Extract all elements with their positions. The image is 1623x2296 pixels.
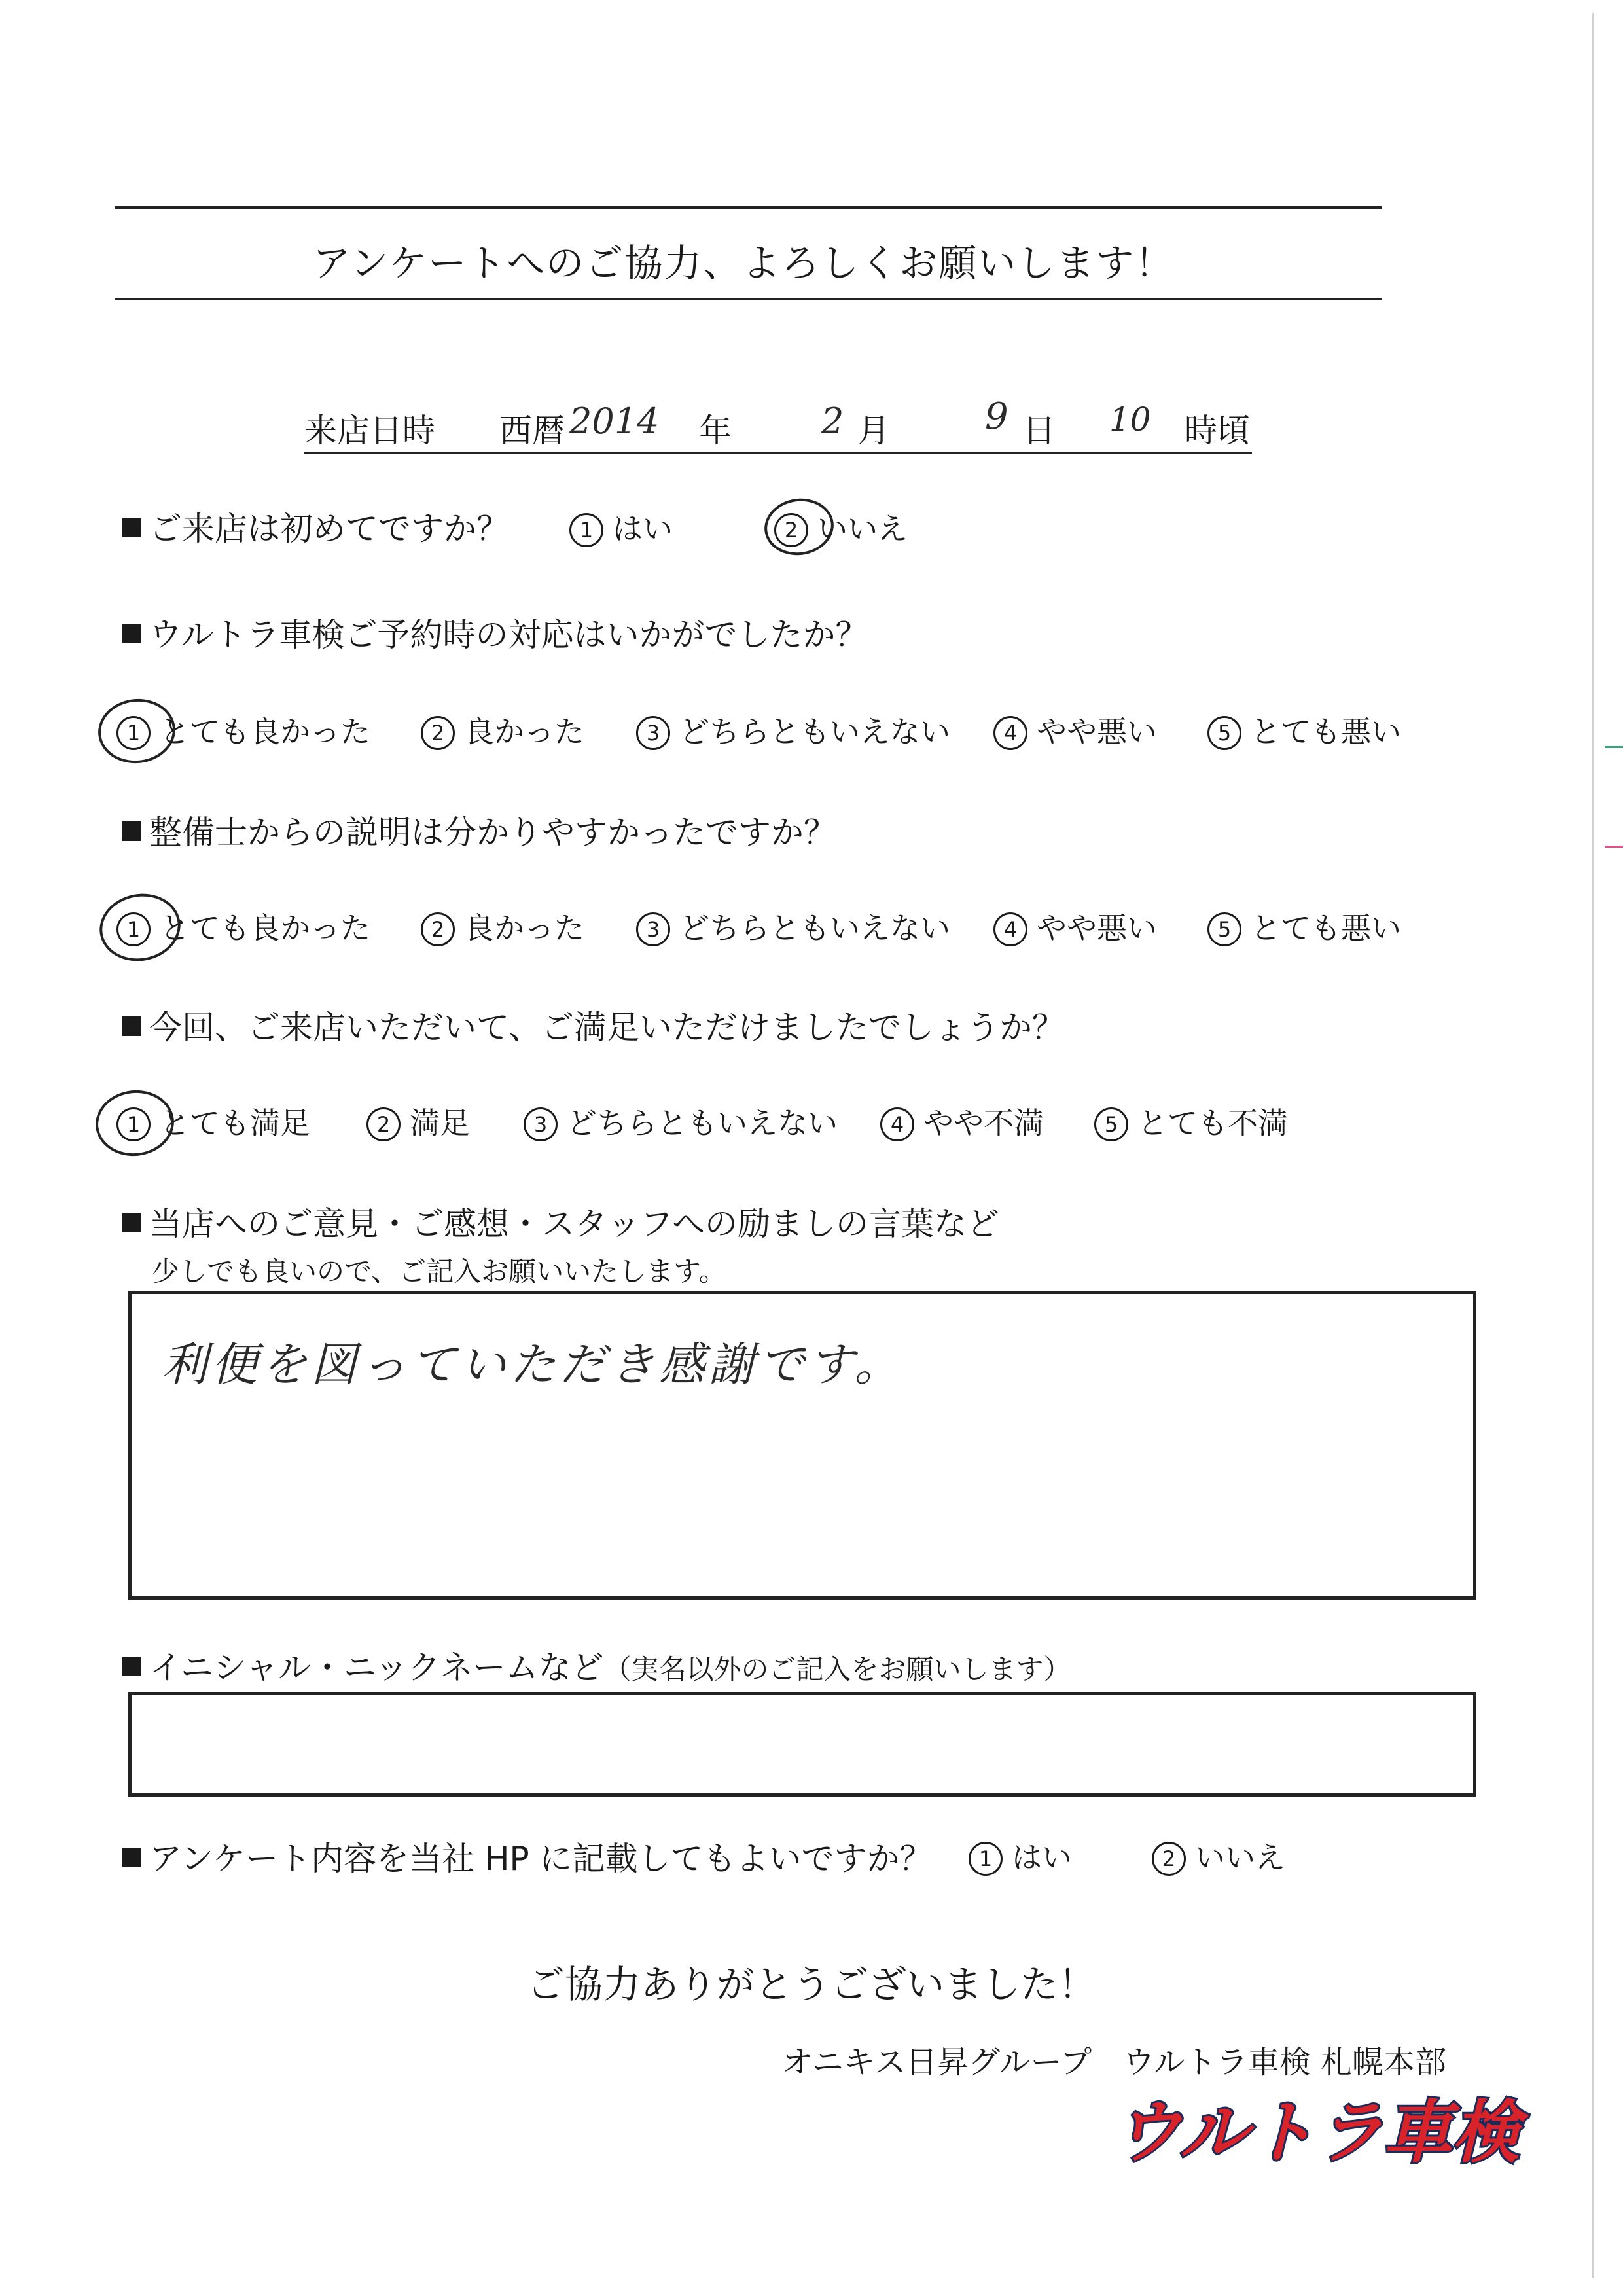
q3-text: 整備士からの説明は分かりやすかったですか？ bbox=[149, 814, 836, 852]
comments-heading bbox=[122, 1198, 999, 1245]
visit-label: 来店日時 bbox=[304, 412, 435, 450]
option-label: とても満足 bbox=[160, 1105, 310, 1141]
circled-number-icon: 3 bbox=[524, 1107, 558, 1141]
q1-question bbox=[122, 503, 509, 550]
comments-box[interactable] bbox=[128, 1291, 1476, 1600]
visit-era: 西暦 bbox=[499, 412, 565, 450]
q2-option-2[interactable] bbox=[421, 708, 584, 751]
title-top-rule bbox=[115, 206, 1382, 209]
option-label: 良かった bbox=[464, 714, 584, 749]
circled-number-icon: 2 bbox=[366, 1107, 401, 1141]
bullet-square-icon bbox=[122, 518, 141, 537]
bullet-square-icon bbox=[122, 1657, 141, 1676]
option-label: いいえ bbox=[1195, 1840, 1285, 1875]
option-label: とても悪い bbox=[1251, 910, 1401, 946]
visit-hour-unit: 時頃 bbox=[1185, 412, 1250, 450]
q4-option-4[interactable] bbox=[880, 1100, 1044, 1143]
circled-number-icon: 4 bbox=[993, 716, 1027, 750]
nickname-box[interactable] bbox=[128, 1692, 1476, 1797]
ultra-shaken-logo bbox=[1106, 2087, 1536, 2172]
hp-question-text: アンケート内容を当社 HP に記載してもよいですか？ bbox=[149, 1840, 933, 1878]
hp-option-1[interactable] bbox=[969, 1834, 1072, 1877]
bullet-square-icon bbox=[122, 1016, 141, 1036]
circled-number-icon: 3 bbox=[636, 912, 670, 946]
q2-option-4[interactable] bbox=[993, 708, 1157, 751]
q3-option-5[interactable] bbox=[1207, 905, 1401, 948]
q4-option-5[interactable] bbox=[1094, 1100, 1288, 1143]
q4-selection-circle bbox=[92, 1086, 177, 1160]
q1-text: ご来店は初めてですか？ bbox=[149, 510, 509, 548]
visit-date-underline bbox=[304, 452, 1252, 454]
option-label: 良かった bbox=[464, 910, 584, 946]
q4-option-3[interactable] bbox=[524, 1100, 838, 1143]
option-label: とても不満 bbox=[1137, 1105, 1288, 1141]
q1-selection-circle bbox=[761, 494, 838, 560]
q3-selection-circle bbox=[94, 888, 186, 967]
nickname-heading bbox=[122, 1641, 1071, 1689]
option-label: やや悪い bbox=[1037, 714, 1157, 749]
page-title: アンケートへのご協力、よろしくお願いします！ bbox=[312, 241, 1175, 285]
circled-number-icon: 1 bbox=[116, 1107, 151, 1141]
company-name: オニキス日昇グループ ウルトラ車検 札幌本部 bbox=[781, 2044, 1446, 2081]
q2-question bbox=[122, 609, 868, 656]
visit-day-value[interactable]: 9 bbox=[985, 395, 1008, 438]
q4-question bbox=[122, 1001, 1065, 1049]
logo-text: ウルトラ車検 bbox=[1109, 2092, 1536, 2172]
q1-option-1[interactable] bbox=[569, 505, 673, 548]
q2-option-5[interactable] bbox=[1207, 708, 1401, 751]
circled-number-icon: 1 bbox=[569, 513, 603, 547]
comments-heading-text: 当店へのご意見・ご感想・スタッフへの励ましの言葉など bbox=[149, 1205, 999, 1243]
q3-option-2[interactable] bbox=[421, 905, 584, 948]
margin-mark-pink bbox=[1605, 846, 1623, 848]
nickname-note: （実名以外のご記入をお願いします） bbox=[603, 1653, 1071, 1685]
bullet-square-icon bbox=[122, 1213, 141, 1232]
circled-number-icon: 2 bbox=[421, 716, 455, 750]
option-label: とても悪い bbox=[1251, 714, 1401, 749]
margin-mark-green bbox=[1605, 746, 1623, 748]
circled-number-icon: 1 bbox=[116, 716, 151, 750]
q2-text: ウルトラ車検ご予約時の対応はいかがでしたか？ bbox=[149, 616, 868, 654]
right-edge-rule bbox=[1592, 13, 1594, 2278]
hp-option-2[interactable] bbox=[1152, 1834, 1285, 1877]
option-label: はい bbox=[1012, 1840, 1072, 1875]
bullet-square-icon bbox=[122, 624, 141, 643]
bullet-square-icon bbox=[122, 1848, 141, 1867]
circled-number-icon: 5 bbox=[1207, 912, 1241, 946]
thanks-message: ご協力ありがとうございました！ bbox=[526, 1962, 1096, 2007]
visit-hour-value[interactable]: 10 bbox=[1109, 401, 1151, 439]
comments-subheading: 少しでも良いので、ご記入お願いいたします。 bbox=[152, 1255, 726, 1287]
q4-text: 今回、ご来店いただいて、ご満足いただけましたでしょうか？ bbox=[149, 1009, 1065, 1047]
visit-month-unit: 月 bbox=[857, 412, 890, 450]
q2-selection-circle bbox=[95, 695, 179, 767]
q3-option-3[interactable] bbox=[636, 905, 950, 948]
circled-number-icon: 4 bbox=[993, 912, 1027, 946]
option-label: やや悪い bbox=[1037, 910, 1157, 946]
visit-year-value[interactable]: 2014 bbox=[569, 401, 660, 442]
circled-number-icon: 5 bbox=[1207, 716, 1241, 750]
option-label: はい bbox=[613, 511, 673, 547]
option-label: どちらともいえない bbox=[679, 910, 950, 946]
option-label: とても良かった bbox=[160, 714, 370, 749]
option-label: とても良かった bbox=[160, 910, 370, 946]
option-label: いいえ bbox=[817, 511, 908, 547]
option-label: 満足 bbox=[410, 1105, 470, 1141]
circled-number-icon: 3 bbox=[636, 716, 670, 750]
visit-year-unit: 年 bbox=[699, 412, 732, 450]
option-label: やや不満 bbox=[923, 1105, 1044, 1141]
q4-option-2[interactable] bbox=[366, 1100, 470, 1143]
visit-day-unit: 日 bbox=[1023, 412, 1056, 450]
circled-number-icon: 1 bbox=[116, 912, 151, 946]
comments-answer: 利便を図っていただき感謝です。 bbox=[162, 1338, 904, 1391]
circled-number-icon: 4 bbox=[880, 1107, 914, 1141]
bullet-square-icon bbox=[122, 821, 141, 841]
circled-number-icon: 1 bbox=[969, 1842, 1003, 1876]
q2-option-3[interactable] bbox=[636, 708, 950, 751]
option-label: どちらともいえない bbox=[567, 1105, 838, 1141]
circled-number-icon: 2 bbox=[421, 912, 455, 946]
q3-question bbox=[122, 806, 836, 853]
visit-month-value[interactable]: 2 bbox=[821, 401, 844, 442]
q3-option-4[interactable] bbox=[993, 905, 1157, 948]
circled-number-icon: 2 bbox=[1152, 1842, 1186, 1876]
title-bottom-rule bbox=[115, 298, 1382, 300]
nickname-heading-text: イニシャル・ニックネームなど bbox=[149, 1649, 604, 1687]
circled-number-icon: 2 bbox=[774, 513, 808, 547]
option-label: どちらともいえない bbox=[679, 714, 950, 749]
circled-number-icon: 5 bbox=[1094, 1107, 1128, 1141]
hp-question bbox=[122, 1833, 933, 1880]
